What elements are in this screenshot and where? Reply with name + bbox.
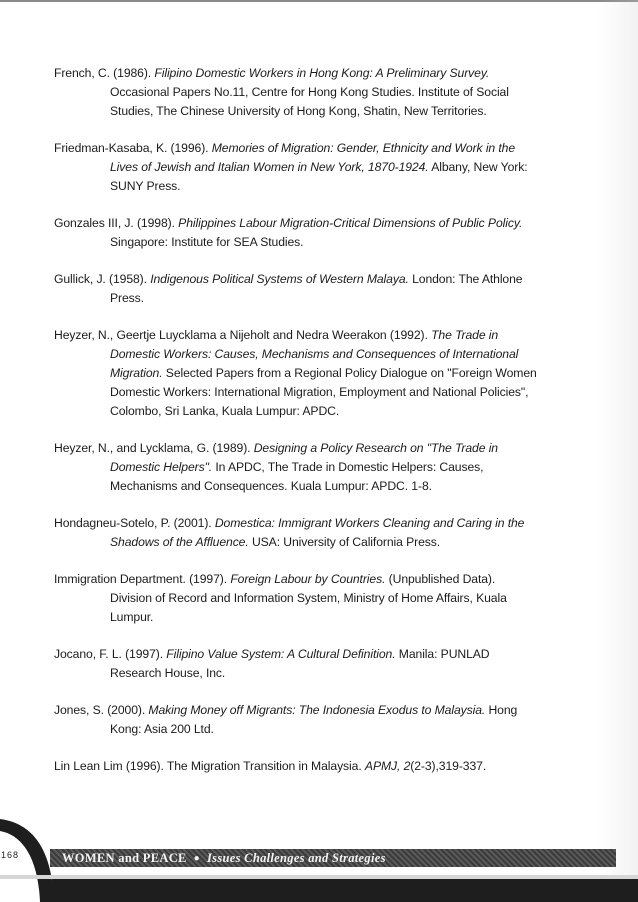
reference-entry: Lin Lean Lim (1996). The Migration Transition in Malaysia. APMJ, 2(2-3),319-337. — [54, 759, 487, 773]
page-scan-shadow — [598, 0, 638, 902]
reference-entry: Friedman-Kasaba, K. (1996). Memories of Migration: Gender, Ethnicity and Work in the Lives of Jewish and Italian Women in New York, 1870-1924. Albany, New York: SUNY Press. — [54, 141, 528, 193]
reference-entry: French, C. (1986). Filipino Domestic Workers in Hong Kong: A Preliminary Survey. Occasional Papers No.11, Centre for Hong Kong Studies. Institute of Social Studies, The Chinese University of Hong Kong, Shatin, New Territories. — [54, 66, 509, 118]
bullet-separator: ● — [193, 852, 200, 864]
running-footer-banner — [50, 849, 616, 867]
reference-list — [54, 64, 538, 776]
reference-entry: Heyzer, N., Geertje Luycklama a Nijeholt and Nedra Weerakon (1992). The Trade in Domestic Workers: Causes, Mechanisms and Consequences of International Migration. Selected Papers from a Regional Policy Dialogue on "Foreign Women Domestic Workers: International Migration, Employment and National Policies", Colombo, Sri Lanka, Kuala Lumpur: APDC. — [54, 328, 537, 418]
reference-entry: Jones, S. (2000). Making Money off Migrants: The Indonesia Exodus to Malaysia. Hong Kong: Asia 200 Ltd. — [54, 703, 518, 736]
series-title: WOMEN and PEACE — [62, 850, 187, 865]
reference-entry: Gonzales III, J. (1998). Philippines Labour Migration-Critical Dimensions of Public Policy. Singapore: Institute for SEA Studies. — [54, 216, 523, 249]
footer-black-bar — [52, 879, 638, 902]
series-subtitle: Issues Challenges and Strategies — [207, 850, 386, 865]
reference-entry: Immigration Department. (1997). Foreign Labour by Countries. (Unpublished Data). Division of Record and Information System, Ministry of Home Affairs, Kuala Lumpur. — [54, 572, 507, 624]
page-number: 168 — [1, 850, 20, 860]
reference-entry: Jocano, F. L. (1997). Filipino Value System: A Cultural Definition. Manila: PUNLAD Research House, Inc. — [54, 647, 490, 680]
reference-entry: Heyzer, N., and Lycklama, G. (1989). Designing a Policy Research on "The Trade in Domestic Helpers". In APDC, The Trade in Domestic Helpers: Causes, Mechanisms and Consequences. Kuala Lumpur: APDC. 1-8. — [54, 441, 498, 493]
reference-entry: Gullick, J. (1958). Indigenous Political Systems of Western Malaya. London: The Athlone Press. — [54, 272, 523, 305]
reference-entry: Hondagneu-Sotelo, P. (2001). Domestica: Immigrant Workers Cleaning and Caring in the Shadows of the Affluence. USA: University of California Press. — [54, 516, 525, 549]
page-top-edge — [0, 0, 638, 2]
page-footer — [0, 817, 638, 902]
